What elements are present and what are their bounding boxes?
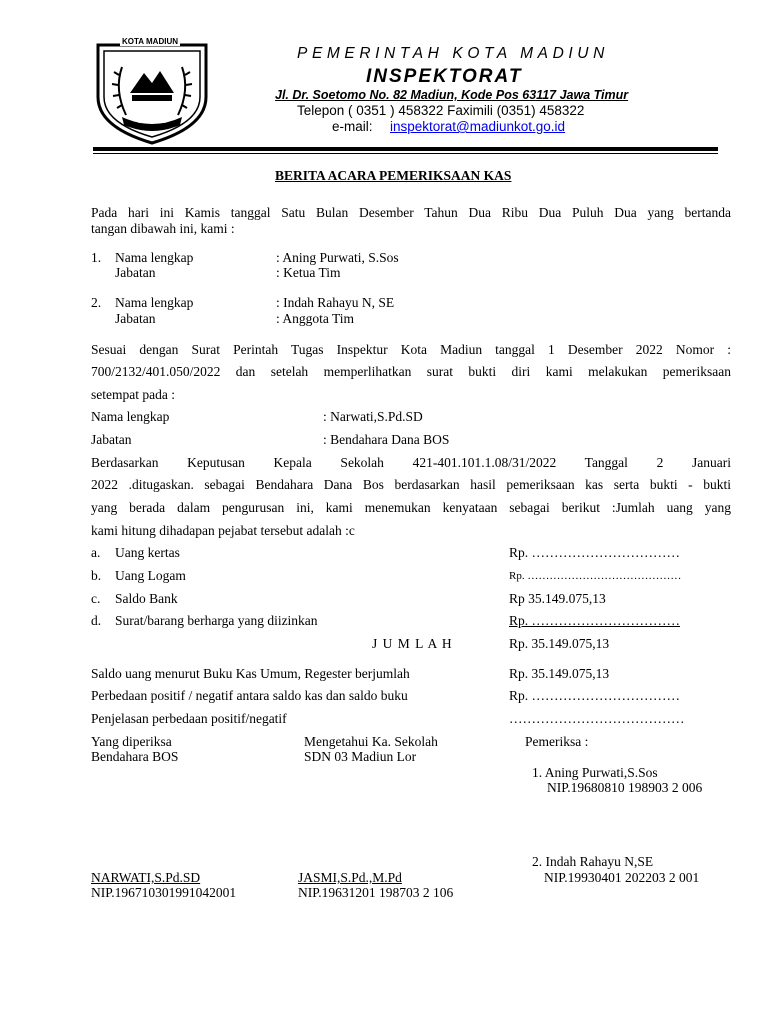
explanation-value: ………………………………… bbox=[509, 711, 685, 726]
document-title: BERITA ACARA PEMERIKSAAN KAS bbox=[275, 168, 512, 183]
item-c-value: Rp 35.149.075,13 bbox=[509, 591, 606, 606]
explanation-label: Penjelasan perbedaan positif/negatif bbox=[91, 711, 287, 726]
decree-line-2: 2022 .ditugaskan. sebagai Bendahara Dana Bos berdasarkan hasil pemeriksaan kas serta bukti - bukti bbox=[91, 477, 731, 492]
examined-label: Yang diperiksa bbox=[91, 734, 172, 749]
government-line: PEMERINTAH KOTA MADIUN bbox=[297, 45, 609, 62]
basis-line-1: Sesuai dengan Surat Perintah Tugas Inspektur Kota Madiun tanggal 1 Desember 2022 Nomor : bbox=[91, 342, 731, 357]
subject-name: : Narwati,S.Pd.SD bbox=[323, 409, 423, 424]
officer-1-position-label: Jabatan bbox=[115, 265, 156, 280]
intro-line-1: Pada hari ini Kamis tanggal Satu Bulan Desember Tahun Dua Ribu Dua Puluh Dua yang bertanda bbox=[91, 205, 731, 220]
examiner-2-nip: NIP.19930401 202203 2 001 bbox=[544, 870, 700, 885]
logo-caption: KOTA MADIUN bbox=[122, 37, 178, 46]
total-label: J U M L A H bbox=[372, 636, 453, 651]
officer-1-number: 1. bbox=[91, 250, 102, 265]
item-a-label: Uang kertas bbox=[115, 545, 180, 560]
item-d-label: Surat/barang berharga yang diizinkan bbox=[115, 613, 318, 628]
item-b-value: Rp. …………………………………… bbox=[509, 570, 682, 582]
officer-2-number: 2. bbox=[91, 295, 102, 310]
subject-position-label: Jabatan bbox=[91, 432, 132, 447]
intro-line-2: tangan dibawah ini, kami : bbox=[91, 221, 235, 236]
total-value: Rp. 35.149.075,13 bbox=[509, 636, 610, 651]
officer-1-name: : Aning Purwati, S.Sos bbox=[276, 250, 399, 265]
examiner-1-nip: NIP.19680810 198903 2 006 bbox=[547, 780, 703, 795]
examined-role: Bendahara BOS bbox=[91, 749, 179, 764]
examiner-label: Pemeriksa : bbox=[525, 734, 589, 749]
item-b-label: Uang Logam bbox=[115, 568, 186, 583]
difference-value: Rp. …………………………… bbox=[509, 688, 681, 703]
header-rule-thick bbox=[93, 147, 718, 151]
officer-2-name-label: Nama lengkap bbox=[115, 295, 194, 310]
officer-1-name-label: Nama lengkap bbox=[115, 250, 194, 265]
subject-name-label: Nama lengkap bbox=[91, 409, 170, 424]
shield-emblem-icon bbox=[92, 35, 212, 147]
address-line: Jl. Dr. Soetomo No. 82 Madiun, Kode Pos 63117 Jawa Timur bbox=[275, 88, 629, 102]
phone-line: Telepon ( 0351 ) 458322 Faximili (0351) 458322 bbox=[297, 103, 585, 118]
known-school: SDN 03 Madiun Lor bbox=[304, 749, 417, 764]
basis-line-3: setempat pada : bbox=[91, 387, 175, 402]
item-d-letter: d. bbox=[91, 613, 102, 628]
examined-name: NARWATI,S.Pd.SD bbox=[91, 870, 201, 885]
city-emblem-logo bbox=[92, 35, 212, 147]
agency-name: INSPEKTORAT bbox=[366, 66, 523, 87]
subject-position: : Bendahara Dana BOS bbox=[323, 432, 450, 447]
item-c-letter: c. bbox=[91, 591, 101, 606]
known-nip: NIP.19631201 198703 2 106 bbox=[298, 885, 454, 900]
officer-2-position-label: Jabatan bbox=[115, 311, 156, 326]
examined-nip: NIP.196710301991042001 bbox=[91, 885, 237, 900]
item-b-letter: b. bbox=[91, 568, 102, 583]
item-c-label: Saldo Bank bbox=[115, 591, 178, 606]
header-rule-thin bbox=[93, 153, 718, 154]
item-a-letter: a. bbox=[91, 545, 101, 560]
item-a-value: Rp. …………………………… bbox=[509, 545, 681, 560]
difference-label: Perbedaan positif / negatif antara saldo kas dan saldo buku bbox=[91, 688, 408, 703]
known-label: Mengetahui Ka. Sekolah bbox=[304, 734, 438, 749]
saldo-label: Saldo uang menurut Buku Kas Umum, Regester berjumlah bbox=[91, 666, 410, 681]
decree-line-4: kami hitung dihadapan pejabat tersebut adalah :c bbox=[91, 523, 355, 538]
decree-line-1: Berdasarkan Keputusan Kepala Sekolah 421-401.101.1.08/31/2022 Tanggal 2 Januari bbox=[91, 455, 731, 470]
saldo-value: Rp. 35.149.075,13 bbox=[509, 666, 610, 681]
officer-2-position: : Anggota Tim bbox=[276, 311, 355, 326]
email-label: e-mail: bbox=[332, 119, 373, 134]
officer-2-name: : Indah Rahayu N, SE bbox=[276, 295, 395, 310]
email-link[interactable]: inspektorat@madiunkot.go.id bbox=[390, 119, 566, 134]
item-d-value: Rp. …………………………… bbox=[509, 613, 681, 628]
examiner-2-name: 2. Indah Rahayu N,SE bbox=[532, 854, 654, 869]
officer-1-position: : Ketua Tim bbox=[276, 265, 341, 280]
decree-line-3: yang berada dalam pengurusan ini, kami menemukan kenyataan sebagai berikut :Jumlah uang yang bbox=[91, 500, 731, 515]
examiner-1-name: 1. Aning Purwati,S.Sos bbox=[532, 765, 658, 780]
known-name: JASMI,S.Pd.,M.Pd bbox=[298, 870, 402, 885]
basis-line-2: 700/2132/401.050/2022 dan setelah memperlihatkan surat bukti diri kami melakukan pemeriksaan bbox=[91, 364, 731, 379]
